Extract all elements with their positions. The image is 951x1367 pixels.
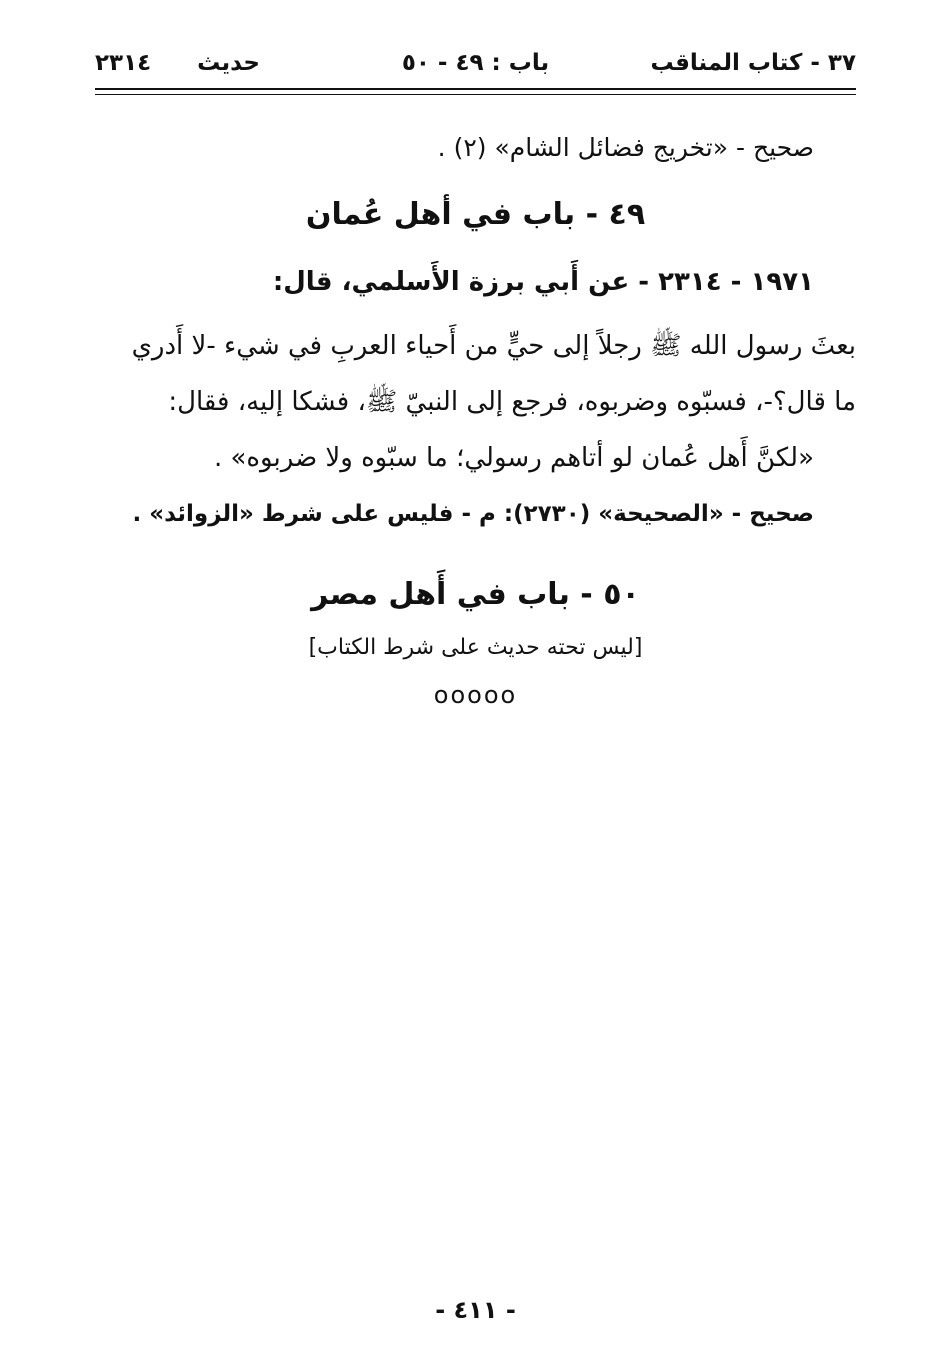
hadith-1971-grade: صحيح - «الصحيحة» (٢٧٣٠): م - فليس على شرط «الزوائد» .	[132, 501, 814, 527]
hadith-text-line-3: «لكنَّ أَهل عُمان لو أتاهم رسولي؛ ما سبّوه ولا ضربوه» .	[214, 443, 814, 473]
header-hadith-number: ٢٣١٤	[95, 50, 152, 76]
section-50-note: [ليس تحته حديث على شرط الكتاب]	[308, 635, 643, 660]
header-rule-thick	[95, 88, 856, 90]
section-separator: ooooo	[433, 681, 518, 709]
section-49-title: ٤٩ - باب في أهل عُمان	[305, 197, 646, 232]
page-body	[95, 120, 856, 720]
page-number: - ٤١١ -	[435, 1296, 516, 1324]
header-hadith-ref	[95, 50, 260, 76]
hadith-text-line-2: ما قال؟-، فسبّوه وضربوه، فرجع إلى النبيّ ﷺ، فشكا إليه، فقال:	[168, 387, 856, 417]
section-50-title: ٥٠ - باب في أَهل مصر	[311, 577, 640, 612]
previous-hadith-grade: صحيح - «تخريج فضائل الشام» (٢) .	[437, 133, 814, 162]
hadith-text-line-1: بعثَ رسول الله ﷺ رجلاً إلى حيٍّ من أَحياء العربِ في شيء -لا أَدري	[131, 331, 856, 361]
header-book-title: ٣٧ - كتاب المناقب	[650, 50, 856, 76]
running-header	[95, 50, 856, 86]
header-rule-thin	[95, 94, 856, 95]
hadith-1971-heading: ١٩٧١ - ٢٣١٤ - عن أَبي برزة الأَسلمي، قال:	[272, 267, 814, 297]
header-hadith-label: حديث	[197, 50, 261, 76]
header-bab-range: باب : ٤٩ - ٥٠	[401, 50, 550, 76]
